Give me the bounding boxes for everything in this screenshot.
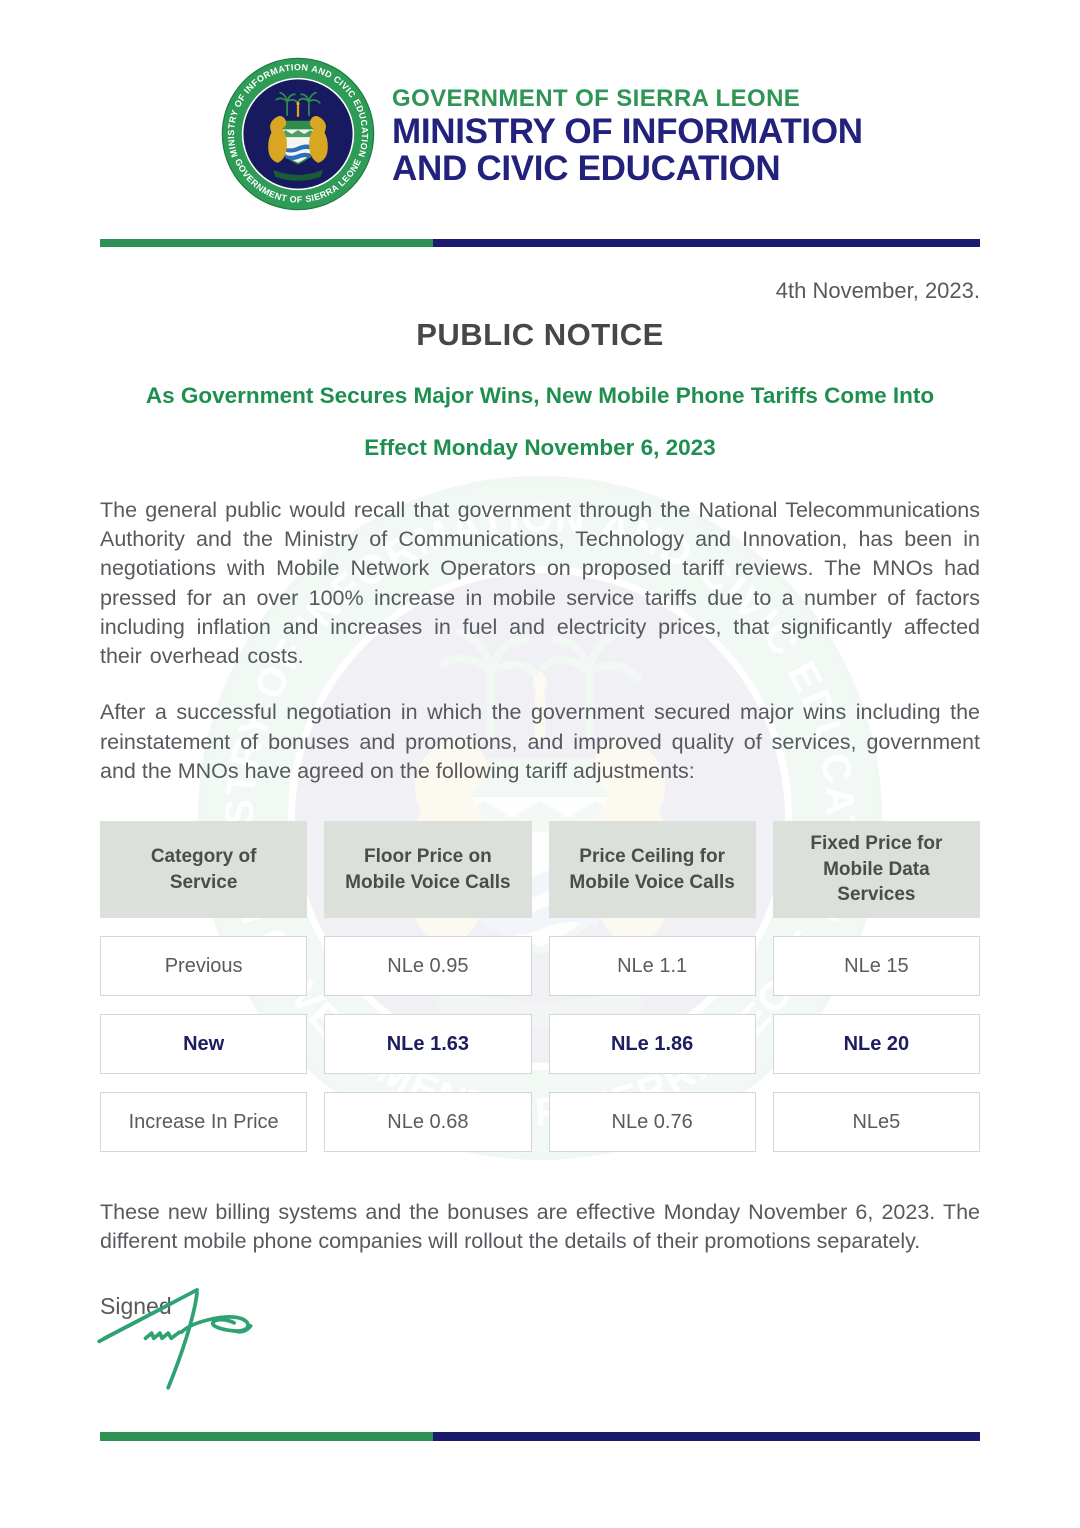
- notice-date: 4th November, 2023.: [775, 278, 980, 303]
- paragraph-2: After a successful negotiation in which the government secured major wins including the reinstatement of bonuses and promotions, and improved quality of services, government and the MNOs have agreed on the following tariff adjustments:: [100, 700, 980, 783]
- bottom-divider-bar: [100, 1432, 980, 1441]
- divider-green-segment: [100, 1432, 433, 1441]
- table-header-cell: Floor Price on Mobile Voice Calls: [324, 821, 531, 918]
- table-header-cell: Category of Service: [100, 821, 307, 918]
- notice-body: [0, 278, 1080, 1423]
- table-cell: NLe 1.86: [549, 1014, 756, 1074]
- ministry-name-line1: MINISTRY OF INFORMATION: [392, 111, 863, 151]
- headline-line1: As Government Secures Major Wins, New Mobile Phone Tariffs Come Into: [145, 383, 935, 408]
- government-name: GOVERNMENT OF SIERRA LEONE: [392, 84, 801, 112]
- table-header-cell: Fixed Price for Mobile Data Services: [773, 821, 980, 918]
- ministry-name-line2: AND CIVIC EDUCATION: [392, 149, 781, 188]
- notice-title: PUBLIC NOTICE: [416, 317, 664, 352]
- divider-green-segment: [100, 239, 433, 247]
- table-cell: NLe5: [773, 1092, 980, 1152]
- table-row-label: New: [100, 1014, 307, 1074]
- paragraph-3: These new billing systems and the bonuses are effective Monday November 6, 2023. The different mobile phone companies will rollout the details of their promotions separately.: [100, 1200, 980, 1254]
- paragraph-1: The general public would recall that government through the National Telecommunications Authority and the Ministry of Communications, Technology and Innovation, has been in negotiations with Mobile Network Operators on proposed tariff reviews. The MNOs had pressed for an over 100% increase in mobile service tariffs due to a number of factors including inflation and increases in fuel and electricity prices, that significantly affected their overhead costs.: [100, 498, 980, 669]
- signature-block: [100, 1293, 980, 1423]
- table-header-cell: Price Ceiling for Mobile Voice Calls: [549, 821, 756, 918]
- ministry-seal-logo: [220, 56, 376, 212]
- table-row-label: Increase In Price: [100, 1092, 307, 1152]
- table-cell: NLe 0.76: [549, 1092, 756, 1152]
- table-cell: NLe 0.95: [324, 936, 531, 996]
- tariff-table: [100, 821, 980, 1152]
- table-cell: NLe 1.63: [324, 1014, 531, 1074]
- letterhead-text: [392, 81, 863, 187]
- table-cell: NLe 15: [773, 936, 980, 996]
- top-divider-bar: [100, 239, 980, 247]
- divider-navy-segment: [433, 1432, 980, 1441]
- headline-line2: Effect Monday November 6, 2023: [364, 435, 716, 460]
- divider-navy-segment: [433, 239, 980, 247]
- table-cell: NLe 20: [773, 1014, 980, 1074]
- signature-icon: [94, 1279, 264, 1411]
- letterhead: [0, 0, 1080, 212]
- table-row-label: Previous: [100, 936, 307, 996]
- table-cell: NLe 0.68: [324, 1092, 531, 1152]
- table-cell: NLe 1.1: [549, 936, 756, 996]
- signed-label: Signed: [100, 1292, 172, 1319]
